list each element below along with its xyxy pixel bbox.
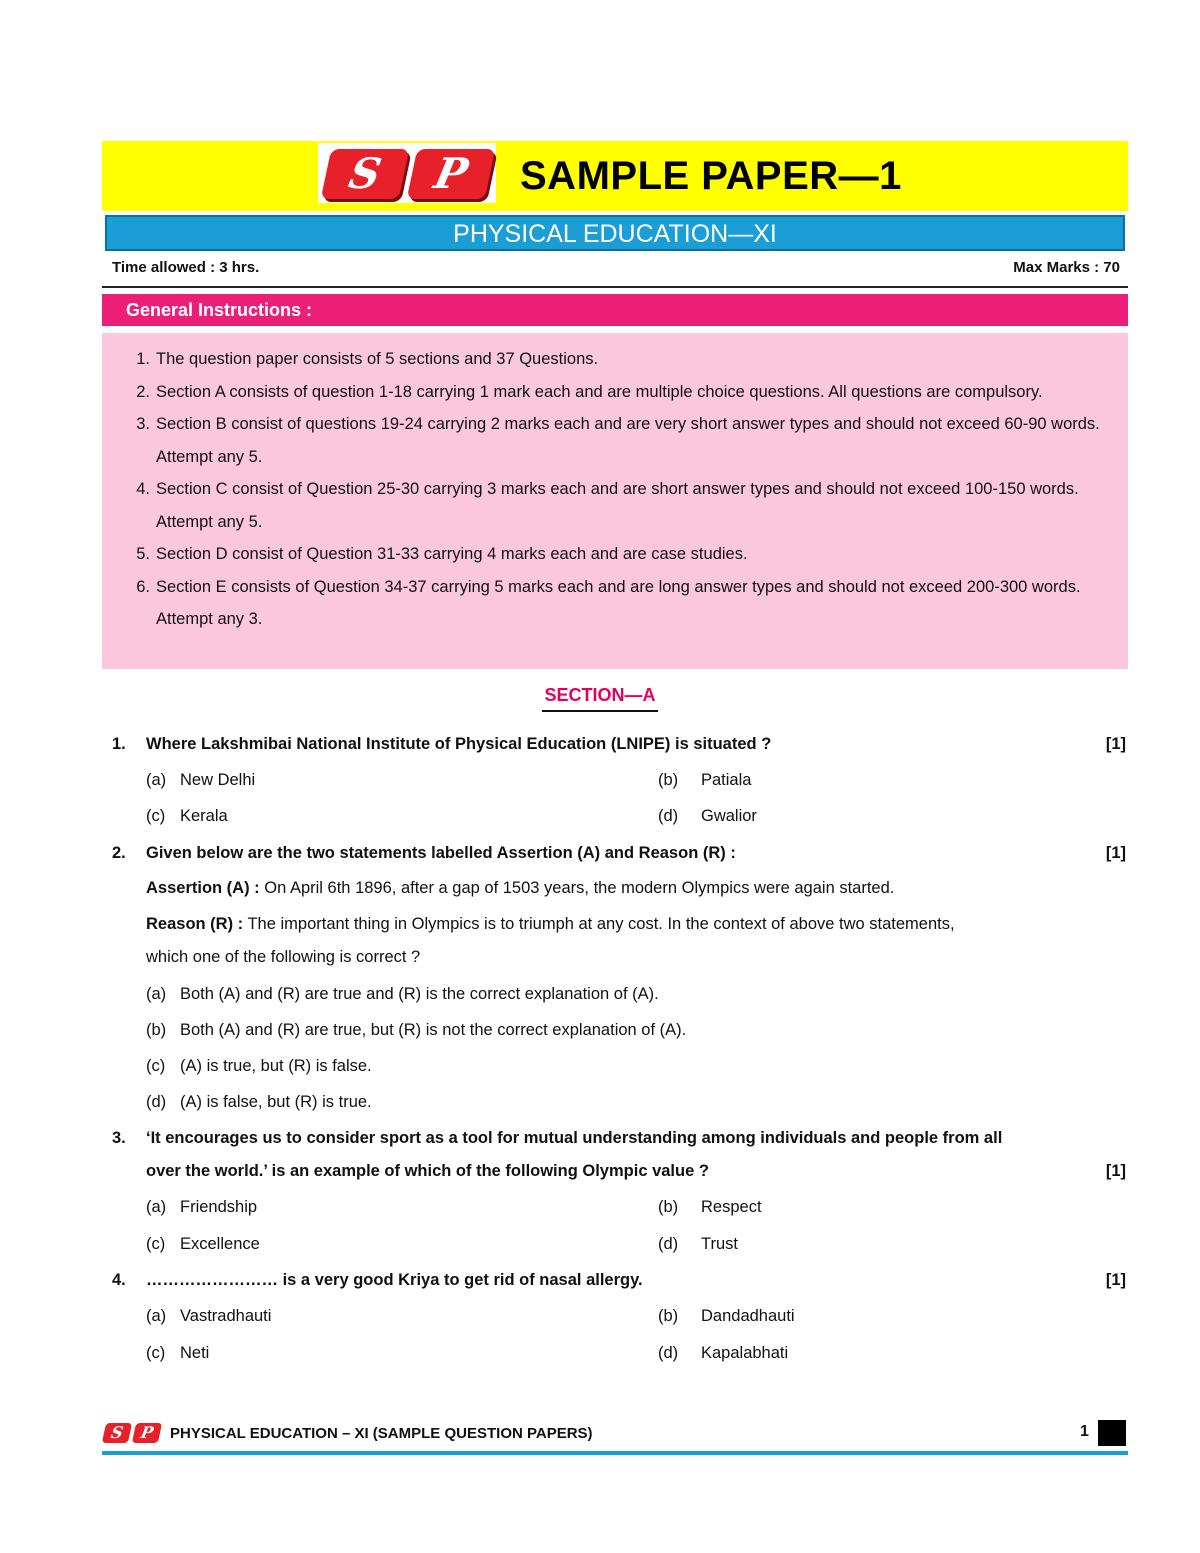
option-label: (a) [146,985,167,1003]
assertion-label: Assertion (A) : [146,879,260,897]
instruction-number: 6. [136,577,150,596]
option-text: (A) is true, but (R) is false. [180,1057,372,1075]
instruction-item [124,571,1114,636]
footer-logo-letter-p: P [132,1423,162,1443]
instruction-item [124,343,1114,376]
instruction-text: Section E consists of Question 34-37 carrying 5 marks each and are long answer types and should not exceed 200-300 words. Attempt any 3. [156,577,1081,628]
question-2-stem [112,841,1126,865]
question-text: ‘It encourages us to consider sport as a tool for mutual understanding among individuals and people from all [146,1129,1003,1147]
reason-line-continued [112,945,1126,969]
instruction-item [124,538,1114,571]
question-4-stem [112,1268,1126,1292]
option-label: (b) [658,771,679,789]
question-text: Given below are the two statements labelled Assertion (A) and Reason (R) : [146,844,736,862]
subject-title: PHYSICAL EDUCATION—XI [453,220,777,248]
question-number: 3. [112,1129,126,1147]
reason-line [112,912,1126,936]
option-text: Kerala [180,807,228,825]
footer-sp-logo [104,1423,164,1443]
assertion-text: On April 6th 1896, after a gap of 1503 years, the modern Olympics were again started. [264,879,895,897]
section-a-heading [0,682,1200,712]
option-text: Excellence [180,1235,260,1253]
instruction-number: 1. [136,350,150,368]
footer-rule [102,1451,1128,1455]
page-number: 1 [1080,1423,1089,1440]
option-label: (c) [146,1057,166,1075]
option-row [112,982,1126,1006]
question-marks: [1] [1105,844,1126,862]
max-marks: Max Marks : 70 [1013,259,1120,276]
question-number: 1. [112,735,126,753]
section-a-title: SECTION—A [542,682,657,712]
option-label: (d) [146,1093,167,1111]
page-number-block [1098,1420,1126,1446]
option-row [112,768,1126,792]
instructions-list [124,343,1114,636]
instruction-text: Section A consists of question 1-18 carrying 1 mark each and are multiple choice questions. All questions are compulsory. [156,382,1043,401]
option-row [112,1232,1126,1256]
subject-band [105,215,1125,251]
instructions-box [102,333,1128,669]
option-text: Neti [180,1344,210,1362]
option-text: Trust [701,1235,738,1253]
instructions-heading-band [102,294,1128,326]
option-label: (a) [146,1307,167,1325]
instruction-number: 4. [136,480,150,498]
option-label: (c) [146,807,166,825]
assertion-row [146,876,894,900]
option-text: Friendship [180,1198,258,1216]
option-row [112,1195,1126,1219]
footer-title: PHYSICAL EDUCATION – XI (SAMPLE QUESTION PAPERS) [170,1425,593,1442]
sp-logo [318,143,496,203]
instruction-item [124,473,1114,538]
question-marks: [1] [1105,1271,1126,1289]
question-text: Where Lakshmibai National Institute of Physical Education (LNIPE) is situated ? [146,735,772,753]
instruction-number: 5. [136,545,150,563]
logo-letter-s: S [321,149,410,199]
footer-logo-letter-s: S [102,1423,132,1443]
option-row [112,1054,1126,1078]
question-1-stem [112,732,1126,756]
option-label: (c) [146,1344,166,1362]
option-label: (b) [146,1021,167,1039]
option-text: New Delhi [180,771,256,789]
exam-meta-row [112,259,1120,283]
option-label: (c) [146,1235,166,1253]
reason-label: Reason (R) : [146,915,244,933]
option-text: Patiala [701,771,752,789]
instruction-text: Section B consist of questions 19-24 carrying 2 marks each and are very short answer types and should not exceed 60-90 words. Attempt any 5. [156,415,1100,466]
option-label: (d) [658,1344,679,1362]
option-row [112,1304,1126,1328]
option-text: (A) is false, but (R) is true. [180,1093,372,1111]
option-row [112,804,1126,828]
reason-row [146,912,955,936]
question-number: 4. [112,1271,126,1289]
option-label: (b) [658,1198,679,1216]
option-text: Dandadhauti [701,1307,795,1325]
question-number: 2. [112,844,126,862]
reason-text: The important thing in Olympics is to triumph at any cost. In the context of above two statements, [247,915,955,933]
instruction-text: Section C consist of Question 25-30 carrying 3 marks each and are short answer types and should not exceed 100-150 words. Attempt any 5. [156,480,1079,531]
option-label: (d) [658,1235,679,1253]
option-label: (a) [146,771,167,789]
option-row [112,1090,1126,1114]
question-marks: [1] [1105,1162,1126,1180]
time-allowed: Time allowed : 3 hrs. [112,259,260,276]
option-text: Both (A) and (R) are true and (R) is the correct explanation of (A). [180,985,659,1003]
instruction-number: 3. [136,415,150,433]
option-text: Vastradhauti [180,1307,272,1325]
question-marks: [1] [1105,735,1126,753]
option-row [112,1018,1126,1042]
instruction-text: The question paper consists of 5 sections and 37 Questions. [156,350,599,368]
option-label: (d) [658,807,679,825]
option-text: Both (A) and (R) are true, but (R) is not the correct explanation of (A). [180,1021,687,1039]
option-text: Kapalabhati [701,1344,789,1362]
question-3-stem [112,1126,1126,1150]
option-text: Gwalior [701,807,757,825]
option-row [112,1341,1126,1365]
header-divider [102,286,1128,288]
instruction-item [124,376,1114,409]
instruction-text: Section D consist of Question 31-33 carrying 4 marks each and are case studies. [156,545,748,563]
option-label: (b) [658,1307,679,1325]
instruction-number: 2. [136,382,150,401]
option-text: Respect [701,1198,762,1216]
option-label: (a) [146,1198,167,1216]
paper-title: SAMPLE PAPER—1 [520,154,902,198]
instruction-item [124,408,1114,473]
instructions-heading: General Instructions : [126,300,313,320]
logo-letter-p: P [407,149,496,199]
question-text-continued: over the world.’ is an example of which of the following Olympic value ? [146,1162,709,1180]
reason-text-continued: which one of the following is correct ? [146,948,421,966]
question-3-stem-continued [112,1159,1126,1183]
assertion-line [112,876,1126,900]
question-text: …………………… is a very good Kriya to get rid of nasal allergy. [146,1271,643,1289]
page-footer [102,1420,1128,1448]
